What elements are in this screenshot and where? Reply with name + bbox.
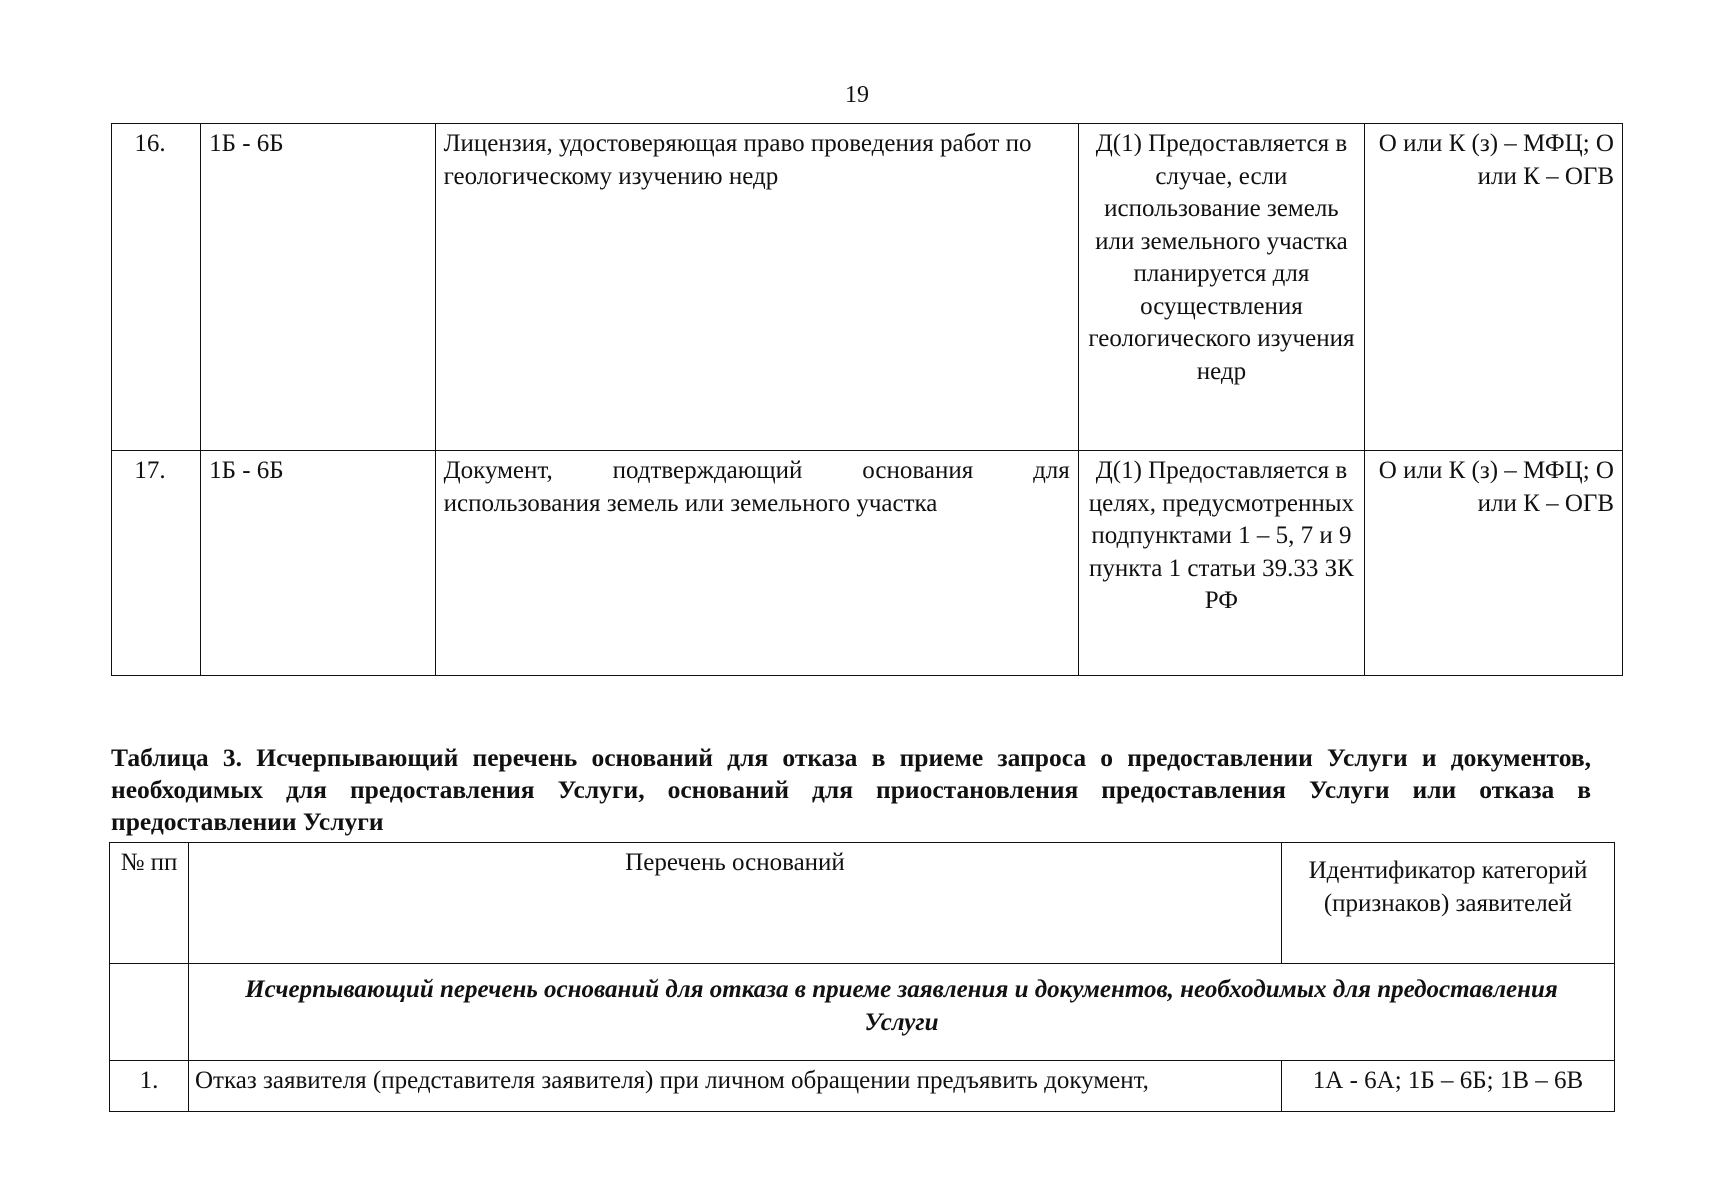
- section-number-cell: [110, 964, 189, 1061]
- ground-text: Отказ заявителя (представителя заявителя) при личном обращении предъявить документ,: [189, 1061, 1282, 1112]
- table-row: [112, 124, 1623, 451]
- table-row: [112, 451, 1623, 676]
- header-number: № пп: [110, 843, 189, 964]
- applicant-categories: 1Б - 6Б: [201, 451, 435, 676]
- header-grounds-list: Перечень оснований: [189, 843, 1282, 964]
- submission-form: О или К (з) – МФЦ; О или К – ОГВ: [1365, 451, 1623, 676]
- applicant-categories: 1Б - 6Б: [201, 124, 435, 451]
- table-row: [110, 1061, 1615, 1112]
- refusal-grounds-table: [109, 842, 1615, 1112]
- documents-table-continuation: [111, 123, 1623, 676]
- row-number: 16.: [112, 124, 201, 451]
- row-number: 17.: [112, 451, 201, 676]
- header-category-id: Идентификатор категорий (признаков) заявителей: [1282, 843, 1615, 964]
- submission-form: О или К (з) – МФЦ; О или К – ОГВ: [1365, 124, 1623, 451]
- section-title: Исчерпывающий перечень оснований для отказа в приеме заявления и документов, необходимых для предоставления Услуги: [189, 964, 1615, 1061]
- document-condition: Д(1) Предоставляется в случае, если использование земель или земельного участка планируется для осуществления геологического изучения недр: [1078, 124, 1364, 451]
- page-number: 19: [845, 82, 869, 108]
- category-ids: 1А - 6А; 1Б – 6Б; 1В – 6В: [1282, 1061, 1615, 1112]
- document-name: Лицензия, удостоверяющая право проведения работ по геологическому изучению недр: [435, 124, 1078, 451]
- document-condition: Д(1) Предоставляется в целях, предусмотренных подпунктами 1 – 5, 7 и 9 пункта 1 статьи 39.33 ЗК РФ: [1078, 451, 1364, 676]
- table3-title: Таблица 3. Исчерпывающий перечень оснований для отказа в приеме запроса о предоставлении Услуги и документов, необходимых для предоставления Услуги, оснований для приостановления предоставления Услуги или отказа в предоставлении Услуги: [111, 743, 1591, 836]
- table-header-row: [110, 843, 1615, 964]
- row-number: 1.: [110, 1061, 189, 1112]
- document-name: Документ, подтверждающий основания для использования земель или земельного участка: [435, 451, 1078, 676]
- section-row: [110, 964, 1615, 1061]
